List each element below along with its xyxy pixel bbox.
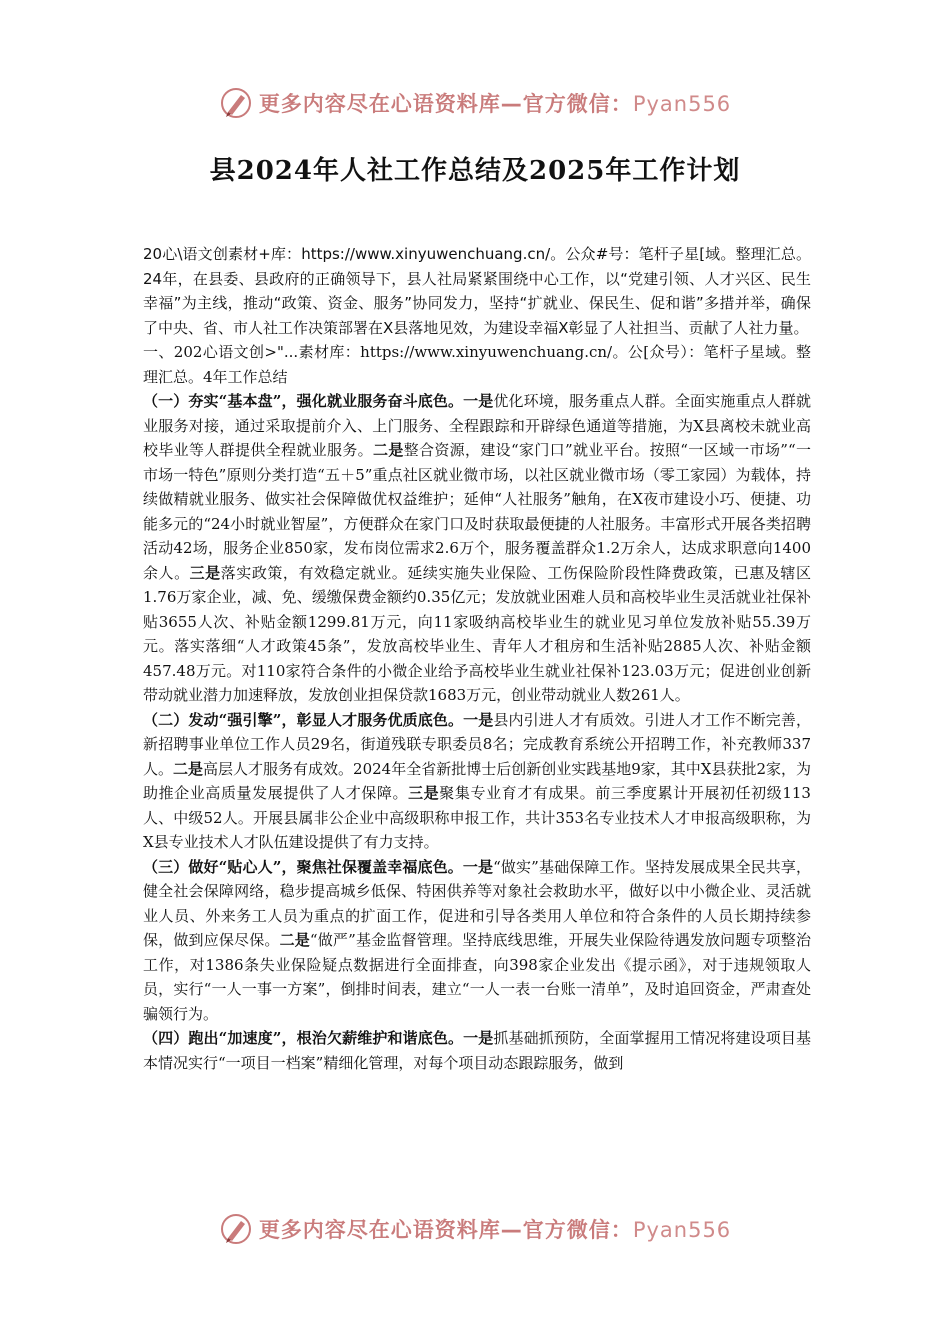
footer-watermark-banner	[0, 1208, 950, 1250]
section-3-paragraph: （三）做好“贴心人”，聚焦社保覆盖幸福底色。一是“做实”基础保障工作。坚持发展成果全民共享，健全社会保障网络，稳步提高城乡低保、特困供养等对象社会救助水平，做好以中小微企业、灵活就业人员、外来务工人员为重点的扩面工作，促进和引导各类用人单位和符合条件的人员长期持续参保，做到应保尽保。二是“做严”基金监督管理。坚持底线思维，开展失业保险待遇发放问题专项整治工作，对1386条失业保险疑点数据进行全面排查，向398家企业发出《提示函》，对于违规领取人员，实行“一人一事一方案”，倒排时间表，建立“一人一表一台账一清单”，及时追回资金，严肃查处骗领行为。	[143, 857, 811, 1023]
section-1-paragraph: （一）夯实“基本盘”，强化就业服务奋斗底色。一是优化环境，服务重点人群。全面实施重点人群就业服务对接，通过采取提前介入、上门服务、全程跟踪和开辟绿色通道等措施，为X县离校未就业高校毕业等人群提供全程就业服务。二是整合资源，建设“家门口”就业平台。按照“一区域一市场”“一市场一特色”原则分类打造“五＋5”重点社区就业微市场，以社区就业微市场（零工家园）为载体，持续做精就业服务、做实社会保障做优权益维护；延伸“人社服务”触角，在X夜市建设小巧、便捷、功能多元的“24小时就业智屋”，方便群众在家门口及时获取最便捷的人社服务。丰富形式开展各类招聘活动42场，服务企业850家，发布岗位需求2.6万个，服务覆盖群众1.2万余人，达成求职意向1400余人。三是落实政策，有效稳定就业。延续实施失业保险、工伤保险阶段性降费政策，已惠及辖区1.76万家企业，减、免、缓缴保费金额约0.35亿元；发放就业困难人员和高校毕业生灵活就业社保补贴3655人次、补贴金额1299.81万元，向11家吸纳高校毕业生的就业见习单位发放补贴55.39万元。落实落细“人才政策45条”，发放高校毕业生、青年人才租房和生活补贴2885人次、补贴金额457.48万元。对110家符合条件的小微企业给予高校毕业生就业社保补123.03万元；促进创业创新带动就业潜力加速释放，发放创业担保贷款1683万元，创业带动就业人数261人。	[143, 392, 811, 704]
section-4-heading: （四）跑出“加速度”，根治欠薪维护和谐底色。	[143, 1029, 464, 1047]
section-2-heading: （二）发动“强引擎”，彰显人才服务优质底色。	[143, 710, 464, 729]
section-2-paragraph: （二）发动“强引擎”，彰显人才服务优质底色。一是县内引进人才有质效。引进人才工作不断完善，新招聘事业单位工作人员29名，街道残联专职委员8名；完成教育系统公开招聘工作，补充教师337人。二是高层人才服务有成效。2024年全省新批博士后创新创业实践基地9家，其中X县获批2家，为助推企业高质量发展提供了人才保障。三是聚集专业育才有成果。前三季度累计开展初任初级113人、中级52人。开展县属非公企业中高级职称申报工作，共计353名专业技术人才申报高级职称，为X县专业技术人才队伍建设提供了有力支持。	[143, 710, 811, 851]
pen-logo-icon	[219, 86, 253, 120]
section-1-heading: （一）夯实“基本盘”，强化就业服务奋斗底色。	[143, 392, 464, 410]
intro-paragraph: 20心\语文创素材+库：https://www.xinyuwenchuang.cn/。公众#号：笔杆子星[域。整理汇总。24年，在县委、县政府的正确领导下，县人社局紧紧围绕中心工作，以“党建引领、人才兴区、民生幸福”为主线，推动“政策、资金、服务”协同发力，坚持“扩就业、保民生、促和谐”多措并举，确保了中央、省、市人社工作决策部署在X县落地见效，为建设幸福X彰显了人社担当、贡献了人社力量。	[143, 245, 811, 337]
header-watermark-banner	[0, 82, 950, 124]
section-3-heading: （三）做好“贴心人”，聚焦社保覆盖幸福底色。	[143, 857, 463, 876]
watermark-text: 更多内容尽在心语资料库—官方微信：Pyan556	[258, 1218, 732, 1242]
part-one-heading: 一、202心语文创>"...素材库：https://www.xinyuwenchuang.cn/。公[众号）：笔杆子星域。整理汇总。4年工作总结	[143, 343, 811, 386]
document-body	[143, 242, 811, 1075]
pen-logo-icon	[219, 1212, 253, 1246]
section-4-paragraph: （四）跑出“加速度”，根治欠薪维护和谐底色。一是抓基础抓预防，全面掌握用工情况将建设项目基本情况实行“一项目一档案”精细化管理，对每个项目动态跟踪服务，做到	[143, 1029, 811, 1072]
watermark-text: 更多内容尽在心语资料库—官方微信：Pyan556	[258, 92, 732, 116]
page-title: 县2024年人社工作总结及2025年工作计划	[209, 156, 741, 186]
